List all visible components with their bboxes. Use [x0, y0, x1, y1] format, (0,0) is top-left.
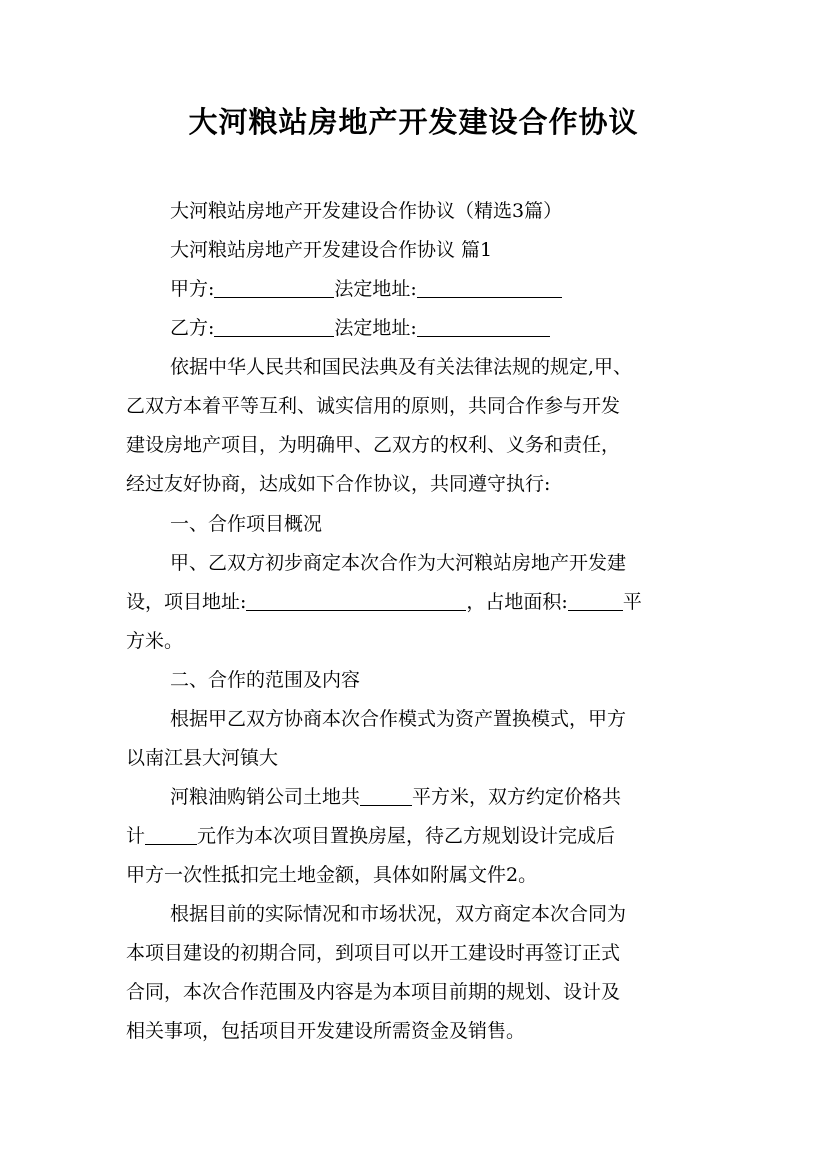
land-area-label: ，占地面积: — [466, 591, 568, 613]
price-line — [126, 820, 615, 852]
party-b-address-blank — [417, 316, 550, 337]
paragraph-line: 根据目前的实际情况和市场状况，双方商定本次合同为 — [170, 903, 627, 925]
section-heading-1: 一、合作项目概况 — [170, 513, 323, 535]
party-b-label: 乙方: — [170, 317, 215, 339]
party-a-label: 甲方: — [170, 278, 215, 300]
paragraph-line: 相关事项，包括项目开发建设所需资金及销售。 — [126, 1020, 526, 1042]
document-title: 大河粮站房地产开发建设合作协议 — [188, 105, 639, 139]
land-area-text: 河粮油购销公司土地共 — [170, 786, 361, 808]
paragraph-line: 建设房地产项目，为明确甲、乙双方的权利、义务和责任， — [126, 434, 621, 456]
paragraph-line: 乙双方本着平等互利、诚实信用的原则，共同合作参与开发 — [126, 395, 621, 417]
land-area-unit-start: 平 — [622, 591, 642, 613]
paragraph-line: 甲方一次性抵扣完土地金额，具体如附属文件2。 — [126, 864, 538, 886]
party-b-address-label: 法定地址: — [334, 317, 417, 339]
article-heading: 大河粮站房地产开发建设合作协议 篇1 — [170, 239, 493, 261]
party-a-line — [170, 273, 562, 305]
price-suffix: 元作为本次项目置换房屋，待乙方规划设计完成后 — [197, 825, 616, 847]
paragraph-line: 本项目建设的初期合同，到项目可以开工建设时再签订正式 — [126, 942, 621, 964]
party-b-line — [170, 312, 550, 344]
paragraph-line: 合同，本次合作范围及内容是为本项目前期的规划、设计及 — [126, 981, 621, 1003]
party-a-address-label: 法定地址: — [334, 278, 417, 300]
land-area-blank — [568, 590, 623, 611]
project-address-line — [126, 586, 642, 618]
price-agreement-text: 平方米，双方约定价格共 — [412, 786, 622, 808]
price-prefix: 计 — [126, 825, 146, 847]
section-heading-2: 二、合作的范围及内容 — [170, 669, 361, 691]
price-blank — [145, 824, 197, 845]
paragraph-line: 依据中华人民共和国民法典及有关法律法规的规定,甲、 — [170, 356, 633, 378]
party-b-blank — [214, 316, 334, 337]
party-a-address-blank — [417, 277, 562, 298]
paragraph-line: 甲、乙双方初步商定本次合作为大河粮站房地产开发建 — [170, 552, 627, 574]
land-area-line — [170, 781, 621, 813]
paragraph-line: 以南江县大河镇大 — [126, 747, 279, 769]
party-a-blank — [214, 277, 334, 298]
paragraph-line: 经过友好协商，达成如下合作协议，共同遵守执行: — [126, 473, 551, 495]
project-address-blank — [246, 590, 466, 611]
collection-heading: 大河粮站房地产开发建设合作协议（精选3篇） — [170, 200, 563, 222]
project-address-label: 设，项目地址: — [126, 591, 247, 613]
land-size-blank — [360, 785, 412, 806]
paragraph-line: 方米。 — [126, 630, 184, 652]
paragraph-line: 根据甲乙双方协商本次合作模式为资产置换模式，甲方 — [170, 708, 627, 730]
